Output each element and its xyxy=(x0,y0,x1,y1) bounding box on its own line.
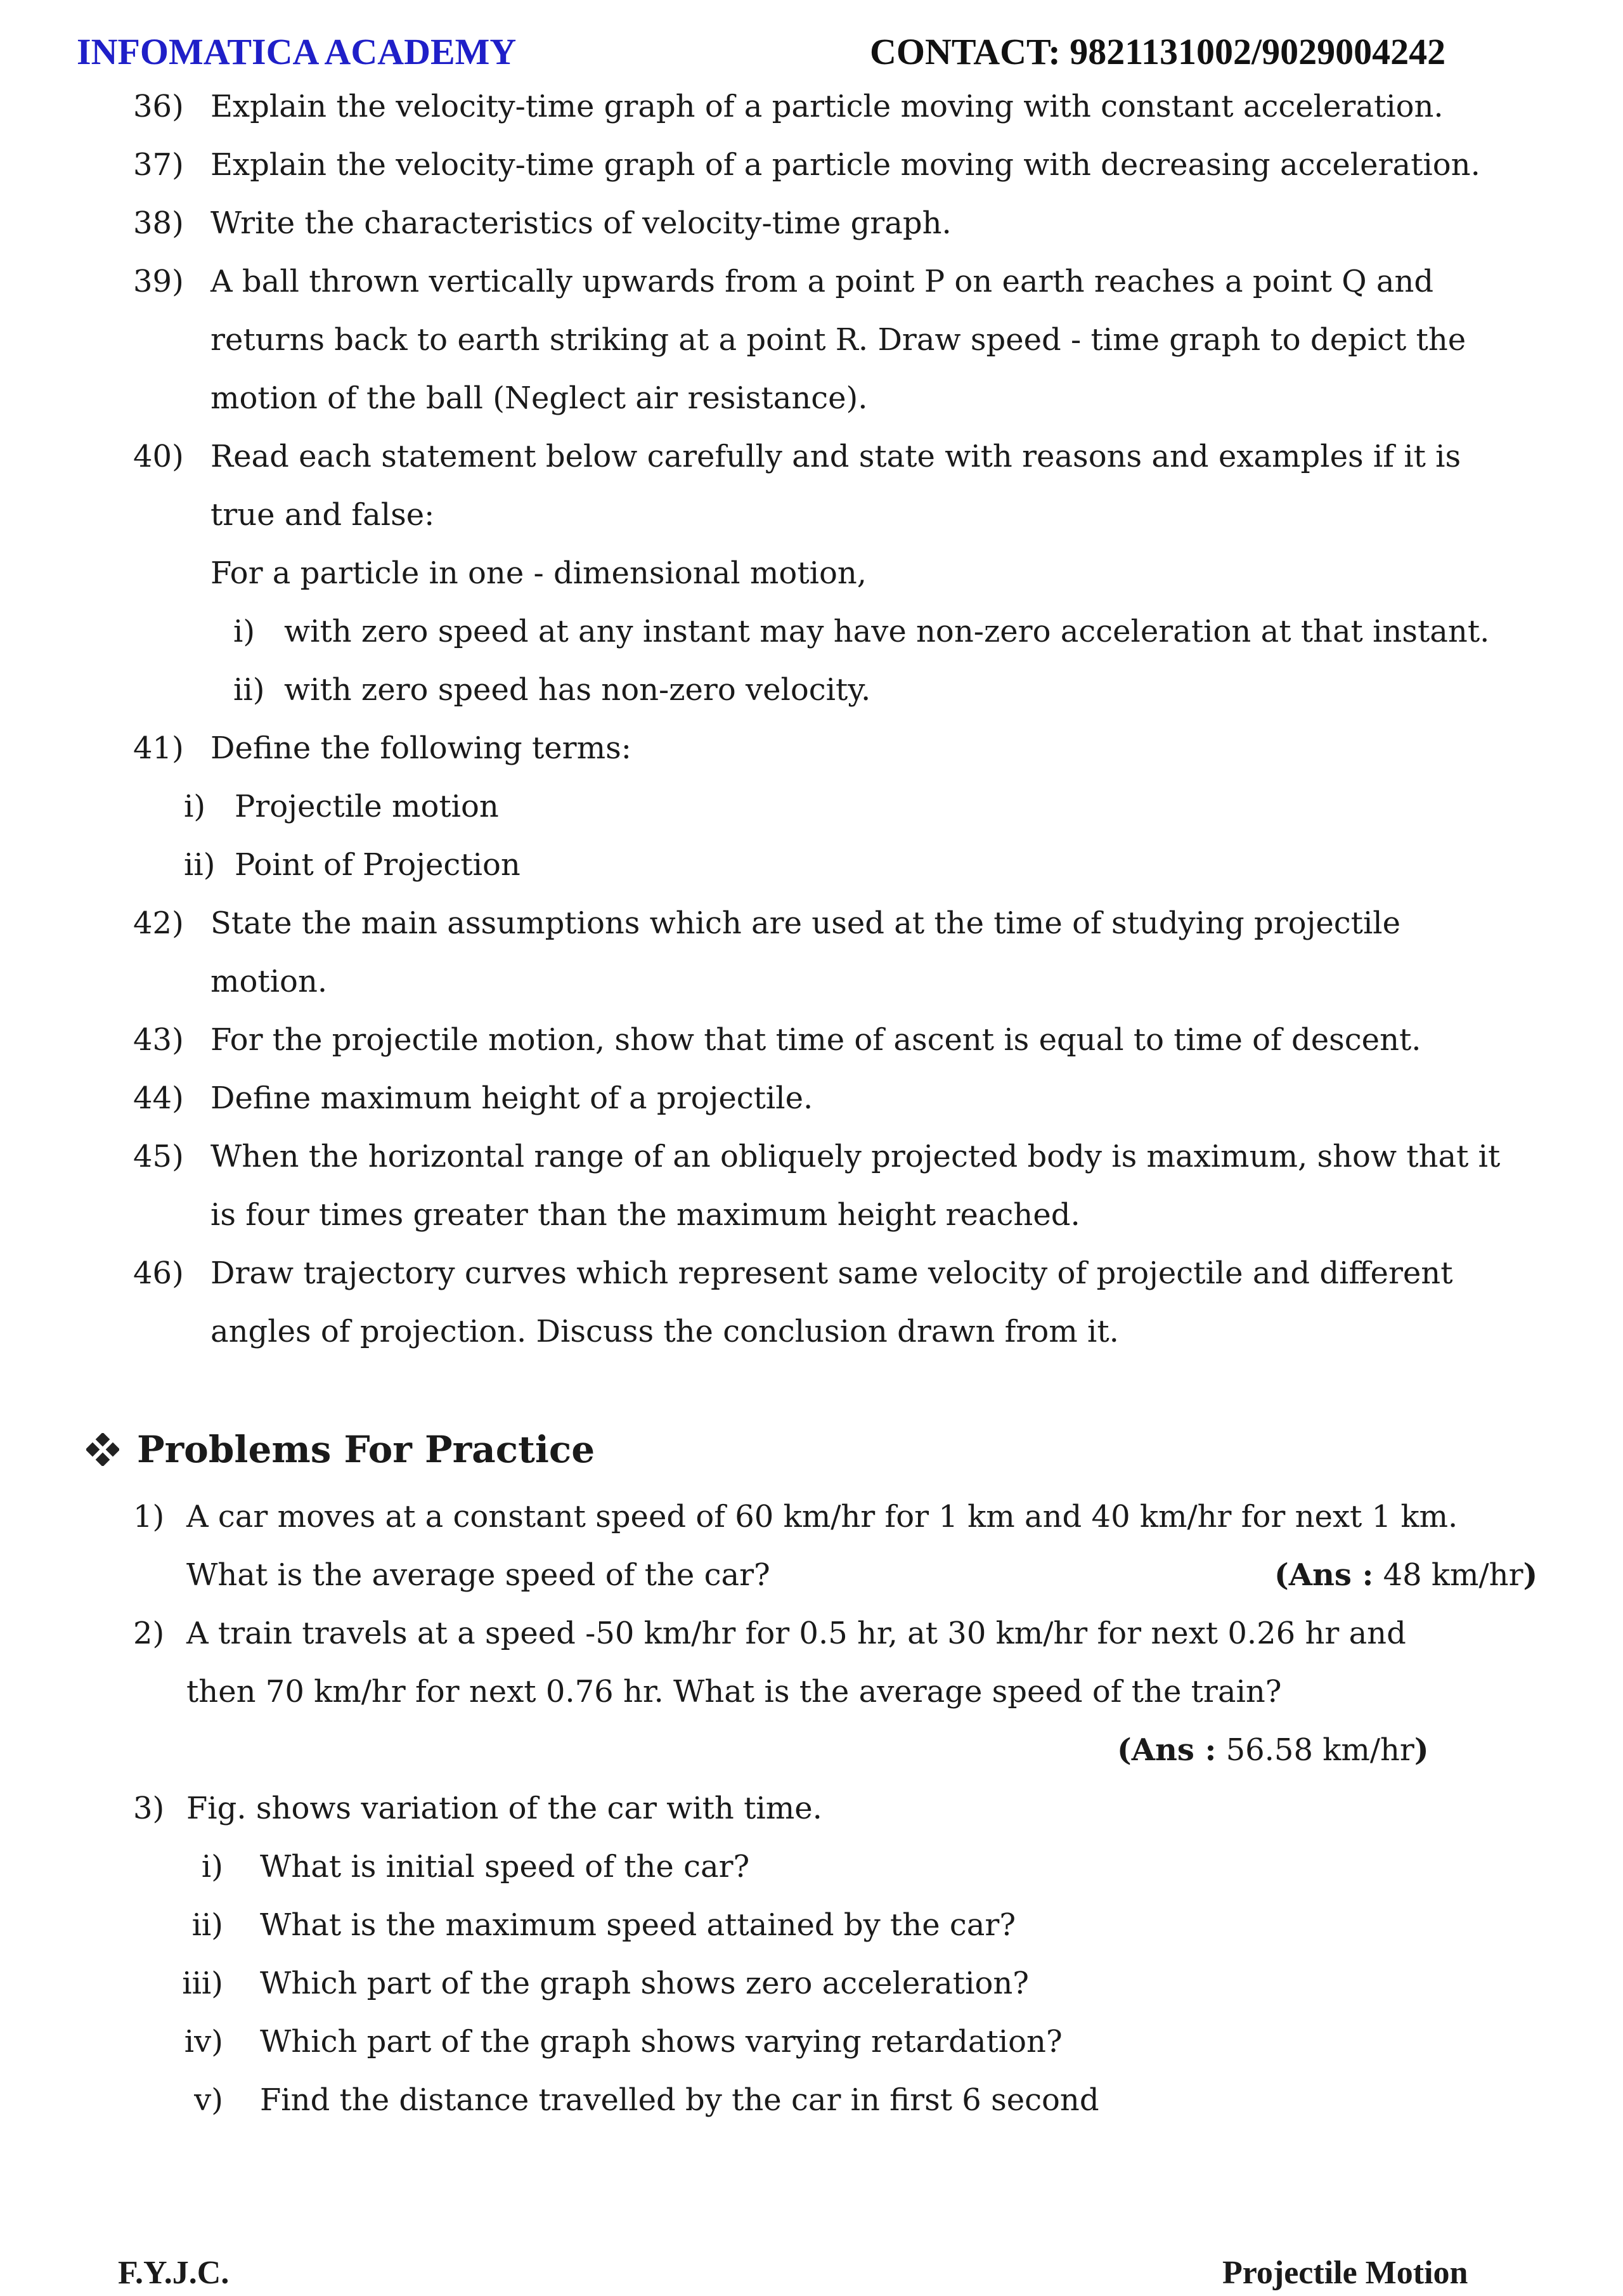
item-text: with zero speed at any instant may have non-zero acceleration at that instant. xyxy=(284,614,1490,649)
roman-numeral: i) xyxy=(233,614,255,649)
answer-label: (Ans : xyxy=(1117,1732,1217,1768)
question-number: 39) xyxy=(133,264,184,299)
section-title: Problems For Practice xyxy=(137,1428,595,1471)
question-38 xyxy=(133,194,1591,252)
question-43 xyxy=(133,1011,1591,1069)
roman-numeral: iii) xyxy=(182,1966,223,2001)
item-text: What is the maximum speed attained by the car? xyxy=(260,1907,1016,1943)
problem-number: 3) xyxy=(133,1791,165,1826)
question-text: Draw trajectory curves which represent same velocity of projectile and different xyxy=(210,1255,1453,1291)
question-37 xyxy=(133,136,1591,194)
p3-item-i xyxy=(139,1838,749,1896)
answer xyxy=(1274,1546,1537,1604)
item-text: Point of Projection xyxy=(235,847,521,883)
answer-label: (Ans : xyxy=(1274,1557,1374,1593)
answer-close: ) xyxy=(1523,1557,1538,1593)
institute-name: INFOMATICA ACADEMY xyxy=(77,31,517,72)
question-number: 46) xyxy=(133,1255,184,1291)
question-number: 37) xyxy=(133,147,184,183)
question-text: When the horizontal range of an obliquely projected body is maximum, show that it xyxy=(210,1139,1501,1174)
problem-number: 2) xyxy=(133,1616,165,1651)
question-36 xyxy=(133,77,1591,136)
question-46 xyxy=(133,1244,1591,1361)
q40-item-ii xyxy=(233,661,870,719)
item-text: Which part of the graph shows zero acceleration? xyxy=(260,1966,1029,2001)
question-number: 36) xyxy=(133,89,184,124)
question-text-continued: motion of the ball (Neglect air resistance). xyxy=(210,380,868,416)
section-heading xyxy=(86,1420,595,1479)
footer-class: F.Y.J.C. xyxy=(118,2255,230,2291)
question-text-continued: is four times greater than the maximum height reached. xyxy=(210,1197,1080,1233)
roman-numeral: ii) xyxy=(184,847,216,883)
problem-text-continued: What is the average speed of the car? xyxy=(186,1557,770,1593)
roman-numeral: v) xyxy=(194,2082,223,2118)
q40-item-i xyxy=(233,602,1489,661)
problem-number: 1) xyxy=(133,1499,165,1534)
item-text: What is initial speed of the car? xyxy=(260,1849,750,1884)
contact-info: CONTACT: 9821131002/9029004242 xyxy=(870,31,1446,72)
question-text: Read each statement below carefully and state with reasons and examples if it is xyxy=(210,439,1461,474)
q41-item-i xyxy=(184,777,499,836)
problem-text-continued: then 70 km/hr for next 0.76 hr. What is the average speed of the train? xyxy=(186,1674,1282,1709)
footer-chapter: Projectile Motion xyxy=(1222,2255,1468,2291)
question-40 xyxy=(133,427,1591,602)
question-text-continued: motion. xyxy=(210,964,328,999)
question-number: 43) xyxy=(133,1022,184,1058)
roman-numeral: ii) xyxy=(191,1907,223,1943)
answer-close: ) xyxy=(1414,1732,1429,1768)
question-42 xyxy=(133,894,1591,1011)
question-text-continued: For a particle in one - dimensional motion, xyxy=(210,555,867,591)
question-number: 44) xyxy=(133,1080,184,1116)
question-text: Write the characteristics of velocity-time graph. xyxy=(210,205,952,241)
question-text-continued: returns back to earth striking at a point R. Draw speed - time graph to depict the xyxy=(210,322,1466,358)
question-text: Define the following terms: xyxy=(210,730,631,766)
item-text: Find the distance travelled by the car in first 6 second xyxy=(260,2082,1099,2118)
p3-item-iii xyxy=(139,1954,1029,2013)
diamond-bullet-icon xyxy=(86,1420,137,1479)
item-text: Which part of the graph shows varying retardation? xyxy=(260,2024,1063,2059)
answer xyxy=(1117,1721,1429,1779)
problem-3 xyxy=(133,1779,1591,1838)
problem-2 xyxy=(133,1604,1591,1721)
problem-text: A car moves at a constant speed of 60 km/hr for 1 km and 40 km/hr for next 1 km. xyxy=(186,1499,1458,1534)
question-text: State the main assumptions which are used at the time of studying projectile xyxy=(210,905,1401,941)
roman-numeral: i) xyxy=(184,789,206,824)
problem-1 xyxy=(133,1488,1591,1604)
item-text: Projectile motion xyxy=(235,789,499,824)
q41-item-ii xyxy=(184,836,521,894)
answer-value: 48 km/hr xyxy=(1373,1557,1523,1593)
p3-item-iv xyxy=(139,2013,1063,2071)
question-number: 42) xyxy=(133,905,184,941)
question-45 xyxy=(133,1127,1591,1244)
question-44 xyxy=(133,1069,1591,1127)
item-text: with zero speed has non-zero velocity. xyxy=(284,672,871,708)
problem-text: A train travels at a speed -50 km/hr for 0.5 hr, at 30 km/hr for next 0.26 hr and xyxy=(186,1616,1406,1651)
roman-numeral: iv) xyxy=(184,2024,223,2059)
question-text: Define maximum height of a projectile. xyxy=(210,1080,813,1116)
question-number: 41) xyxy=(133,730,184,766)
problem-text: Fig. shows variation of the car with time. xyxy=(186,1791,822,1826)
question-text-continued: angles of projection. Discuss the conclusion drawn from it. xyxy=(210,1314,1119,1349)
question-number: 38) xyxy=(133,205,184,241)
p3-item-v xyxy=(139,2071,1099,2129)
roman-numeral: i) xyxy=(201,1849,223,1884)
p3-item-ii xyxy=(139,1896,1016,1954)
roman-numeral: ii) xyxy=(233,672,265,708)
question-number: 40) xyxy=(133,439,184,474)
question-41 xyxy=(133,719,1591,777)
question-number: 45) xyxy=(133,1139,184,1174)
answer-value: 56.58 km/hr xyxy=(1216,1732,1414,1768)
question-text: A ball thrown vertically upwards from a point P on earth reaches a point Q and xyxy=(210,264,1434,299)
question-text: For the projectile motion, show that time of ascent is equal to time of descent. xyxy=(210,1022,1421,1058)
question-text: Explain the velocity-time graph of a particle moving with constant acceleration. xyxy=(210,89,1444,124)
question-text-continued: true and false: xyxy=(210,497,435,533)
question-text: Explain the velocity-time graph of a particle moving with decreasing acceleration. xyxy=(210,147,1480,183)
question-39 xyxy=(133,252,1591,427)
